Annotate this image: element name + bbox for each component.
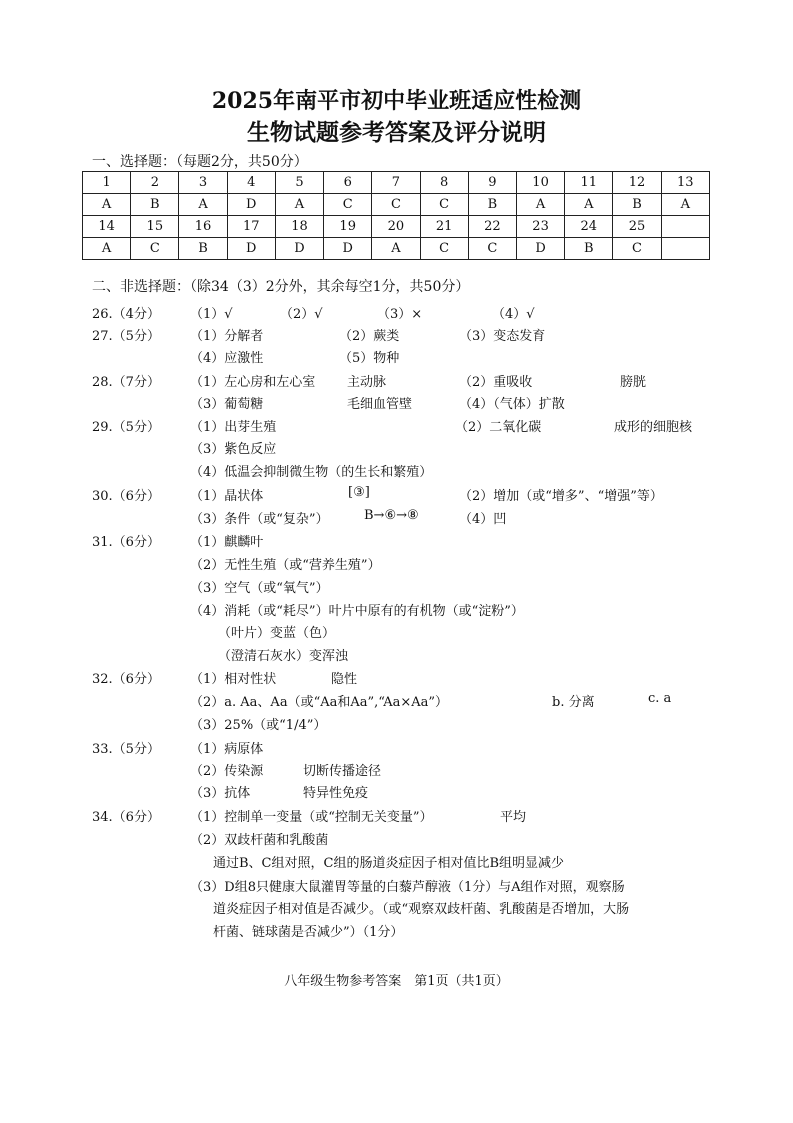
- answer-text: 通过B、C组对照，C组的肠道炎症因子相对值比B组明显减少: [213, 856, 565, 871]
- table-cell: [661, 238, 709, 260]
- question-number: 28.（7分）: [92, 375, 160, 390]
- answer-text: （1）控制单一变量（或“控制无关变量”）: [190, 810, 433, 825]
- answer-text: 成形的细胞核: [614, 420, 693, 435]
- table-cell: B: [179, 238, 227, 260]
- table-cell: [661, 216, 709, 238]
- answer-text: （5）物种: [339, 351, 400, 366]
- answer-text: （1）左心房和左心室: [190, 375, 316, 390]
- answer-table: [82, 171, 710, 260]
- table-row: [83, 172, 710, 194]
- answer-text: 主动脉: [347, 375, 387, 390]
- answer-text: （3）葡萄糖: [190, 397, 264, 412]
- page-footer: 八年级生物参考答案 第1页（共1页）: [284, 974, 509, 989]
- table-cell: B: [613, 194, 661, 216]
- question-number: 30.（6分）: [92, 489, 160, 504]
- answer-text: 膀胱: [620, 375, 647, 390]
- table-cell: B: [565, 238, 613, 260]
- table-row: [83, 238, 710, 260]
- question-number: 33.（5分）: [92, 742, 160, 757]
- answer-text: （4）（气体）扩散: [459, 397, 565, 412]
- table-cell: C: [468, 238, 516, 260]
- answer-text: [③]: [348, 485, 370, 500]
- table-cell: B: [131, 194, 179, 216]
- answer-text: 切断传播途径: [303, 764, 382, 779]
- table-cell: 8: [420, 172, 468, 194]
- answer-text: （2）a. Aa、Aa（或“Aa和Aa”,“Aa×Aa”）: [190, 695, 449, 710]
- table-cell: D: [324, 238, 372, 260]
- table-cell: C: [131, 238, 179, 260]
- table-cell: A: [372, 238, 420, 260]
- table-cell: 19: [324, 216, 372, 238]
- table-cell: 7: [372, 172, 420, 194]
- table-cell: C: [324, 194, 372, 216]
- table-cell: 4: [227, 172, 275, 194]
- table-cell: 5: [275, 172, 323, 194]
- answer-text: （1）出芽生殖: [190, 420, 277, 435]
- answer-text: （1）晶状体: [190, 489, 264, 504]
- answer-text: 毛细血管壁: [347, 397, 413, 412]
- answer-text: （2）√: [280, 307, 323, 322]
- table-cell: A: [565, 194, 613, 216]
- table-cell: C: [613, 238, 661, 260]
- table-cell: C: [420, 238, 468, 260]
- table-cell: A: [83, 194, 131, 216]
- table-cell: A: [179, 194, 227, 216]
- question-number: 32.（6分）: [92, 672, 160, 687]
- answer-text: （2）传染源: [190, 764, 264, 779]
- answer-text: （3）25%（或“1/4”）: [190, 718, 327, 733]
- table-cell: C: [372, 194, 420, 216]
- table-cell: 15: [131, 216, 179, 238]
- answer-text: B→⑥→⑧: [364, 508, 419, 523]
- table-cell: 10: [516, 172, 564, 194]
- answer-text: （3）紫色反应: [190, 442, 277, 457]
- table-cell: 20: [372, 216, 420, 238]
- document-subtitle: 生物试题参考答案及评分说明: [247, 119, 546, 146]
- answer-text: （2）增加（或“增多”、“增强”等）: [459, 489, 663, 504]
- answer-text: （1）分解者: [190, 329, 264, 344]
- answer-text: （2）重吸收: [459, 375, 533, 390]
- table-cell: 9: [468, 172, 516, 194]
- table-cell: 14: [83, 216, 131, 238]
- answer-text: （澄清石灰水）变浑浊: [218, 649, 349, 664]
- answer-text: （4）凹: [459, 512, 507, 527]
- section-heading-choice: 一、选择题：（每题2分，共50分）: [92, 154, 308, 170]
- answer-text: （1）√: [190, 307, 233, 322]
- table-cell: D: [227, 238, 275, 260]
- answer-text: （2）二氧化碳: [455, 420, 542, 435]
- table-cell: A: [661, 194, 709, 216]
- answer-text: （1）麒麟叶: [190, 535, 264, 550]
- answer-text: （2）无性生殖（或“营养生殖”）: [190, 558, 381, 573]
- answer-text: （4）消耗（或“耗尽”）叶片中原有的有机物（或“淀粉”）: [190, 604, 524, 619]
- answer-text: b. 分离: [552, 695, 595, 710]
- table-cell: C: [420, 194, 468, 216]
- answer-text: （3）变态发育: [459, 329, 546, 344]
- question-number: 27.（5分）: [92, 329, 160, 344]
- answer-text: 杆菌、链球菌是否减少”）（1分）: [213, 925, 404, 940]
- answer-text: （3）空气（或“氧气”）: [190, 581, 329, 596]
- answer-text: （4）应激性: [190, 351, 264, 366]
- answer-text: c. a: [648, 691, 672, 706]
- answer-text: 特异性免疫: [303, 786, 369, 801]
- answer-text: （3）×: [377, 307, 423, 322]
- question-number: 34.（6分）: [92, 810, 160, 825]
- answer-text: （2）双歧杆菌和乳酸菌: [190, 833, 329, 848]
- answer-text: （1）病原体: [190, 742, 264, 757]
- question-number: 31.（6分）: [92, 535, 160, 550]
- table-cell: A: [83, 238, 131, 260]
- table-cell: D: [227, 194, 275, 216]
- answer-text: （3）D组8只健康大鼠灌胃等量的白藜芦醇液（1分）与A组作对照，观察肠: [190, 880, 625, 895]
- answer-text: 道炎症因子相对值是否减少。（或“观察双歧杆菌、乳酸菌是否增加，大肠: [213, 902, 630, 917]
- section-heading-non-choice: 二、非选择题：（除34（3）2分外，其余每空1分，共50分）: [92, 279, 470, 295]
- table-row: [83, 194, 710, 216]
- table-cell: 1: [83, 172, 131, 194]
- table-cell: A: [516, 194, 564, 216]
- table-cell: 23: [516, 216, 564, 238]
- table-cell: 13: [661, 172, 709, 194]
- answer-text: （3）条件（或“复杂”）: [190, 512, 329, 527]
- table-cell: 18: [275, 216, 323, 238]
- table-cell: A: [275, 194, 323, 216]
- answer-text: （2）蕨类: [339, 329, 400, 344]
- answer-text: （4）√: [492, 307, 535, 322]
- table-cell: 24: [565, 216, 613, 238]
- table-cell: 22: [468, 216, 516, 238]
- table-cell: D: [516, 238, 564, 260]
- table-cell: 25: [613, 216, 661, 238]
- table-cell: 17: [227, 216, 275, 238]
- table-row: [83, 216, 710, 238]
- table-cell: D: [275, 238, 323, 260]
- answer-text: 平均: [500, 810, 527, 825]
- table-cell: 11: [565, 172, 613, 194]
- table-cell: 3: [179, 172, 227, 194]
- table-cell: 21: [420, 216, 468, 238]
- table-cell: 2: [131, 172, 179, 194]
- answer-text: （叶片）变蓝（色）: [218, 626, 336, 641]
- question-number: 26.（4分）: [92, 307, 160, 322]
- table-cell: 6: [324, 172, 372, 194]
- document-title: 2025年南平市初中毕业班适应性检测: [211, 88, 582, 114]
- answer-text: （3）抗体: [190, 786, 251, 801]
- question-number: 29.（5分）: [92, 420, 160, 435]
- answer-text: 隐性: [331, 672, 358, 687]
- table-cell: B: [468, 194, 516, 216]
- answer-text: （4）低温会抑制微生物（的生长和繁殖）: [190, 465, 433, 480]
- table-cell: 12: [613, 172, 661, 194]
- table-cell: 16: [179, 216, 227, 238]
- answer-text: （1）相对性状: [190, 672, 277, 687]
